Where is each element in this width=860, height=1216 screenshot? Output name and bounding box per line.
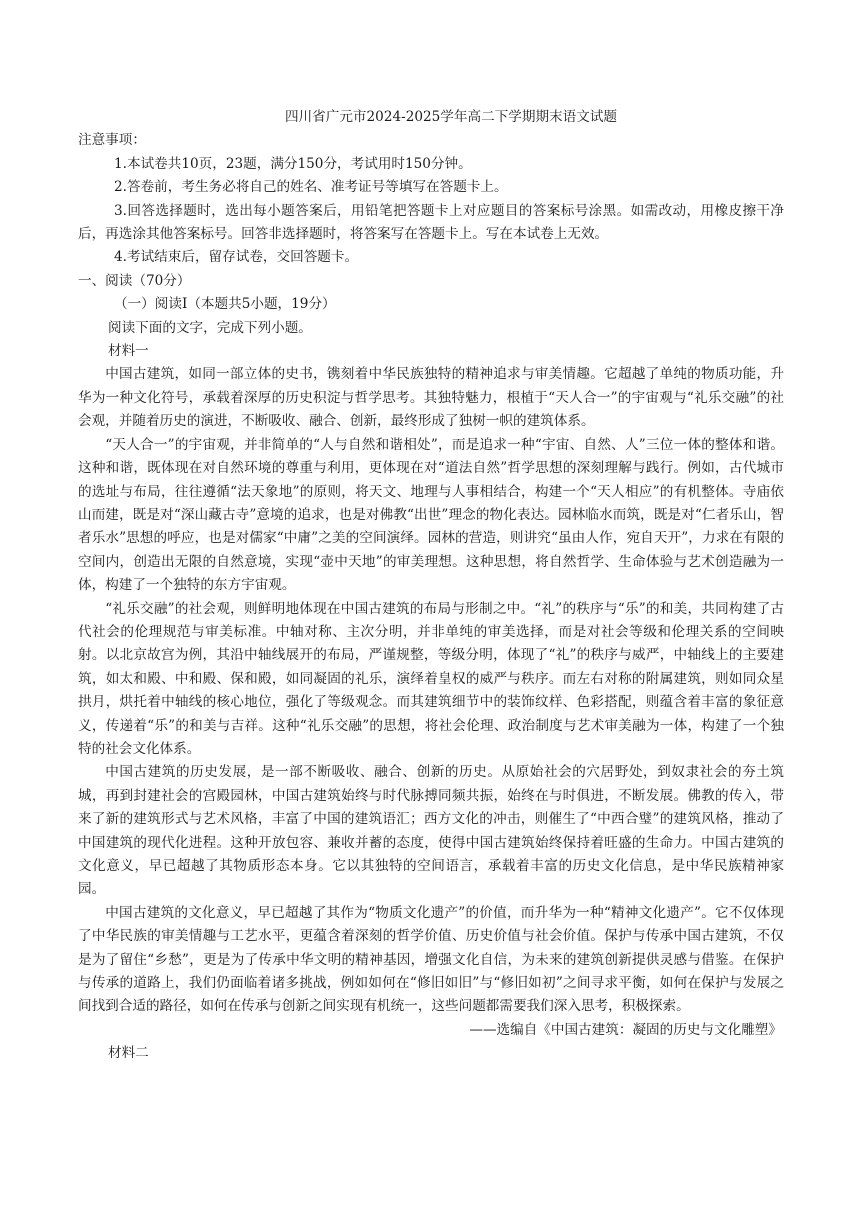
notice-heading: 注意事项：: [78, 132, 146, 149]
exam-page: [78, 106, 784, 1066]
material-source: ——选编自《中国古建筑：凝固的历史与文化雕塑》: [469, 1021, 782, 1038]
reading-instruction: 阅读下面的文字，完成下列小题。: [108, 319, 312, 336]
paragraph-4: 中国古建筑的历史发展，是一部不断吸收、融合、创新的历史。从原始社会的穴居野处，到奴隶社会的夯土筑城，再到封建社会的宫殿园林，中国古建筑始终与时代脉搏同频共振，始终在与时俱进，不断发展。佛教的传入，带来了新的建筑形式与艺术风格，丰富了中国的建筑语汇；西方文化的冲击，则催生了“中西合璧”的建筑风格，推动了中国建筑的现代化进程。这种开放包容、兼收并蓄的态度，使得中国古建筑始终保持着旺盛的生命力。中国古建筑的文化意义，早已超越了其物质形态本身。它以其独特的空间语言，承载着丰富的历史文化信息，是中华民族精神家园。: [78, 764, 784, 898]
section-heading: 一、阅读（70分）: [78, 272, 191, 289]
notice-item-3: 3.回答选择题时，选出每小题答案后，用铅笔把答题卡上对应题目的答案标号涂黑。如需改动，用橡皮擦干净后，再选涂其他答案标号。回答非选择题时，将答案写在答题卡上。写在本试卷上无效。: [78, 202, 784, 243]
notice-item-1: 1.本试卷共10页，23题，满分150分，考试用时150分钟。: [114, 155, 472, 172]
paragraph-2: “天人合一”的宇宙观，并非简单的“人与自然和谐相处”，而是追求一种“宇宙、自然、人”三位一体的整体和谐。这种和谐，既体现在对自然环境的尊重与利用，更体现在对“道法自然”哲学思想的深刻理解与践行。例如，古代城市的选址与布局，往往遵循“法天象地”的原则，将天文、地理与人事相结合，构建一个“天人相应”的有机整体。寺庙依山而建，既是对“深山藏古寺”意境的追求，也是对佛教“出世”理念的物化表达。园林临水而筑，既是对“仁者乐山，智者乐水”思想的呼应，也是对儒家“中庸”之美的空间演绎。园林的营造，则讲究“虽由人作，宛自天开”，力求在有限的空间内，创造出无限的自然意境，实现“壶中天地”的审美理想。这种思想，将自然哲学、生命体验与艺术创造融为一体，构建了一个独特的东方宇宙观。: [78, 436, 784, 594]
material-one-label: 材料一: [108, 343, 149, 360]
subsection-heading: （一）阅读Ⅰ（本题共5小题，19分）: [114, 296, 336, 313]
paragraph-5: 中国古建筑的文化意义，早已超越了其作为“物质文化遗产”的价值，而升华为一种“精神文化遗产”。它不仅体现了中华民族的审美情趣与工艺水平，更蕴含着深刻的哲学价值、历史价值与社会价值。保护与传承中国古建筑，不仅是为了留住“乡愁”，更是为了传承中华文明的精神基因，增强文化自信，为未来的建筑创新提供灵感与借鉴。在保护与传承的道路上，我们仍面临着诸多挑战，例如如何在“修旧如旧”与“修旧如初”之间寻求平衡，如何在保护与发展之间找到合适的路径，如何在传承与创新之间实现有机统一，这些问题都需要我们深入思考，积极探索。: [78, 904, 784, 1015]
paragraph-1: 中国古建筑，如同一部立体的史书，镌刻着中华民族独特的精神追求与审美情趣。它超越了单纯的物质功能，升华为一种文化符号，承载着深厚的历史积淀与哲学思考。其独特魅力，根植于“天人合一”的宇宙观与“礼乐交融”的社会观，并随着历史的演进，不断吸收、融合、创新，最终形成了独树一帜的建筑体系。: [78, 366, 784, 430]
notice-item-4: 4.考试结束后，留存试卷，交回答题卡。: [114, 249, 359, 266]
notice-item-2: 2.答卷前，考生务必将自己的姓名、准考证号等填写在答题卡上。: [114, 179, 508, 196]
paragraph-3: “礼乐交融”的社会观，则鲜明地体现在中国古建筑的布局与形制之中。“礼”的秩序与“乐”的和美，共同构建了古代社会的伦理规范与审美标准。中轴对称、主次分明，并非单纯的审美选择，而是对社会等级和伦理关系的空间映射。以北京故宫为例，其沿中轴线展开的布局，严谨规整，等级分明，体现了“礼”的秩序与威严，中轴线上的主要建筑，如太和殿、中和殿、保和殿，如同凝固的礼乐，演绎着皇权的威严与秩序。而左右对称的附属建筑，则如同众星拱月，烘托着中轴线的核心地位，强化了等级观念。而其建筑细节中的装饰纹样、色彩搭配，则蕴含着丰富的象征意义，传递着“乐”的和美与吉祥。这种“礼乐交融”的思想，将社会伦理、政治制度与艺术审美融为一体，构建了一个独特的社会文化体系。: [78, 600, 784, 757]
exam-title: 四川省广元市2024-2025学年高二下学期期末语文试题: [284, 109, 618, 125]
material-two-label: 材料二: [108, 1045, 149, 1062]
